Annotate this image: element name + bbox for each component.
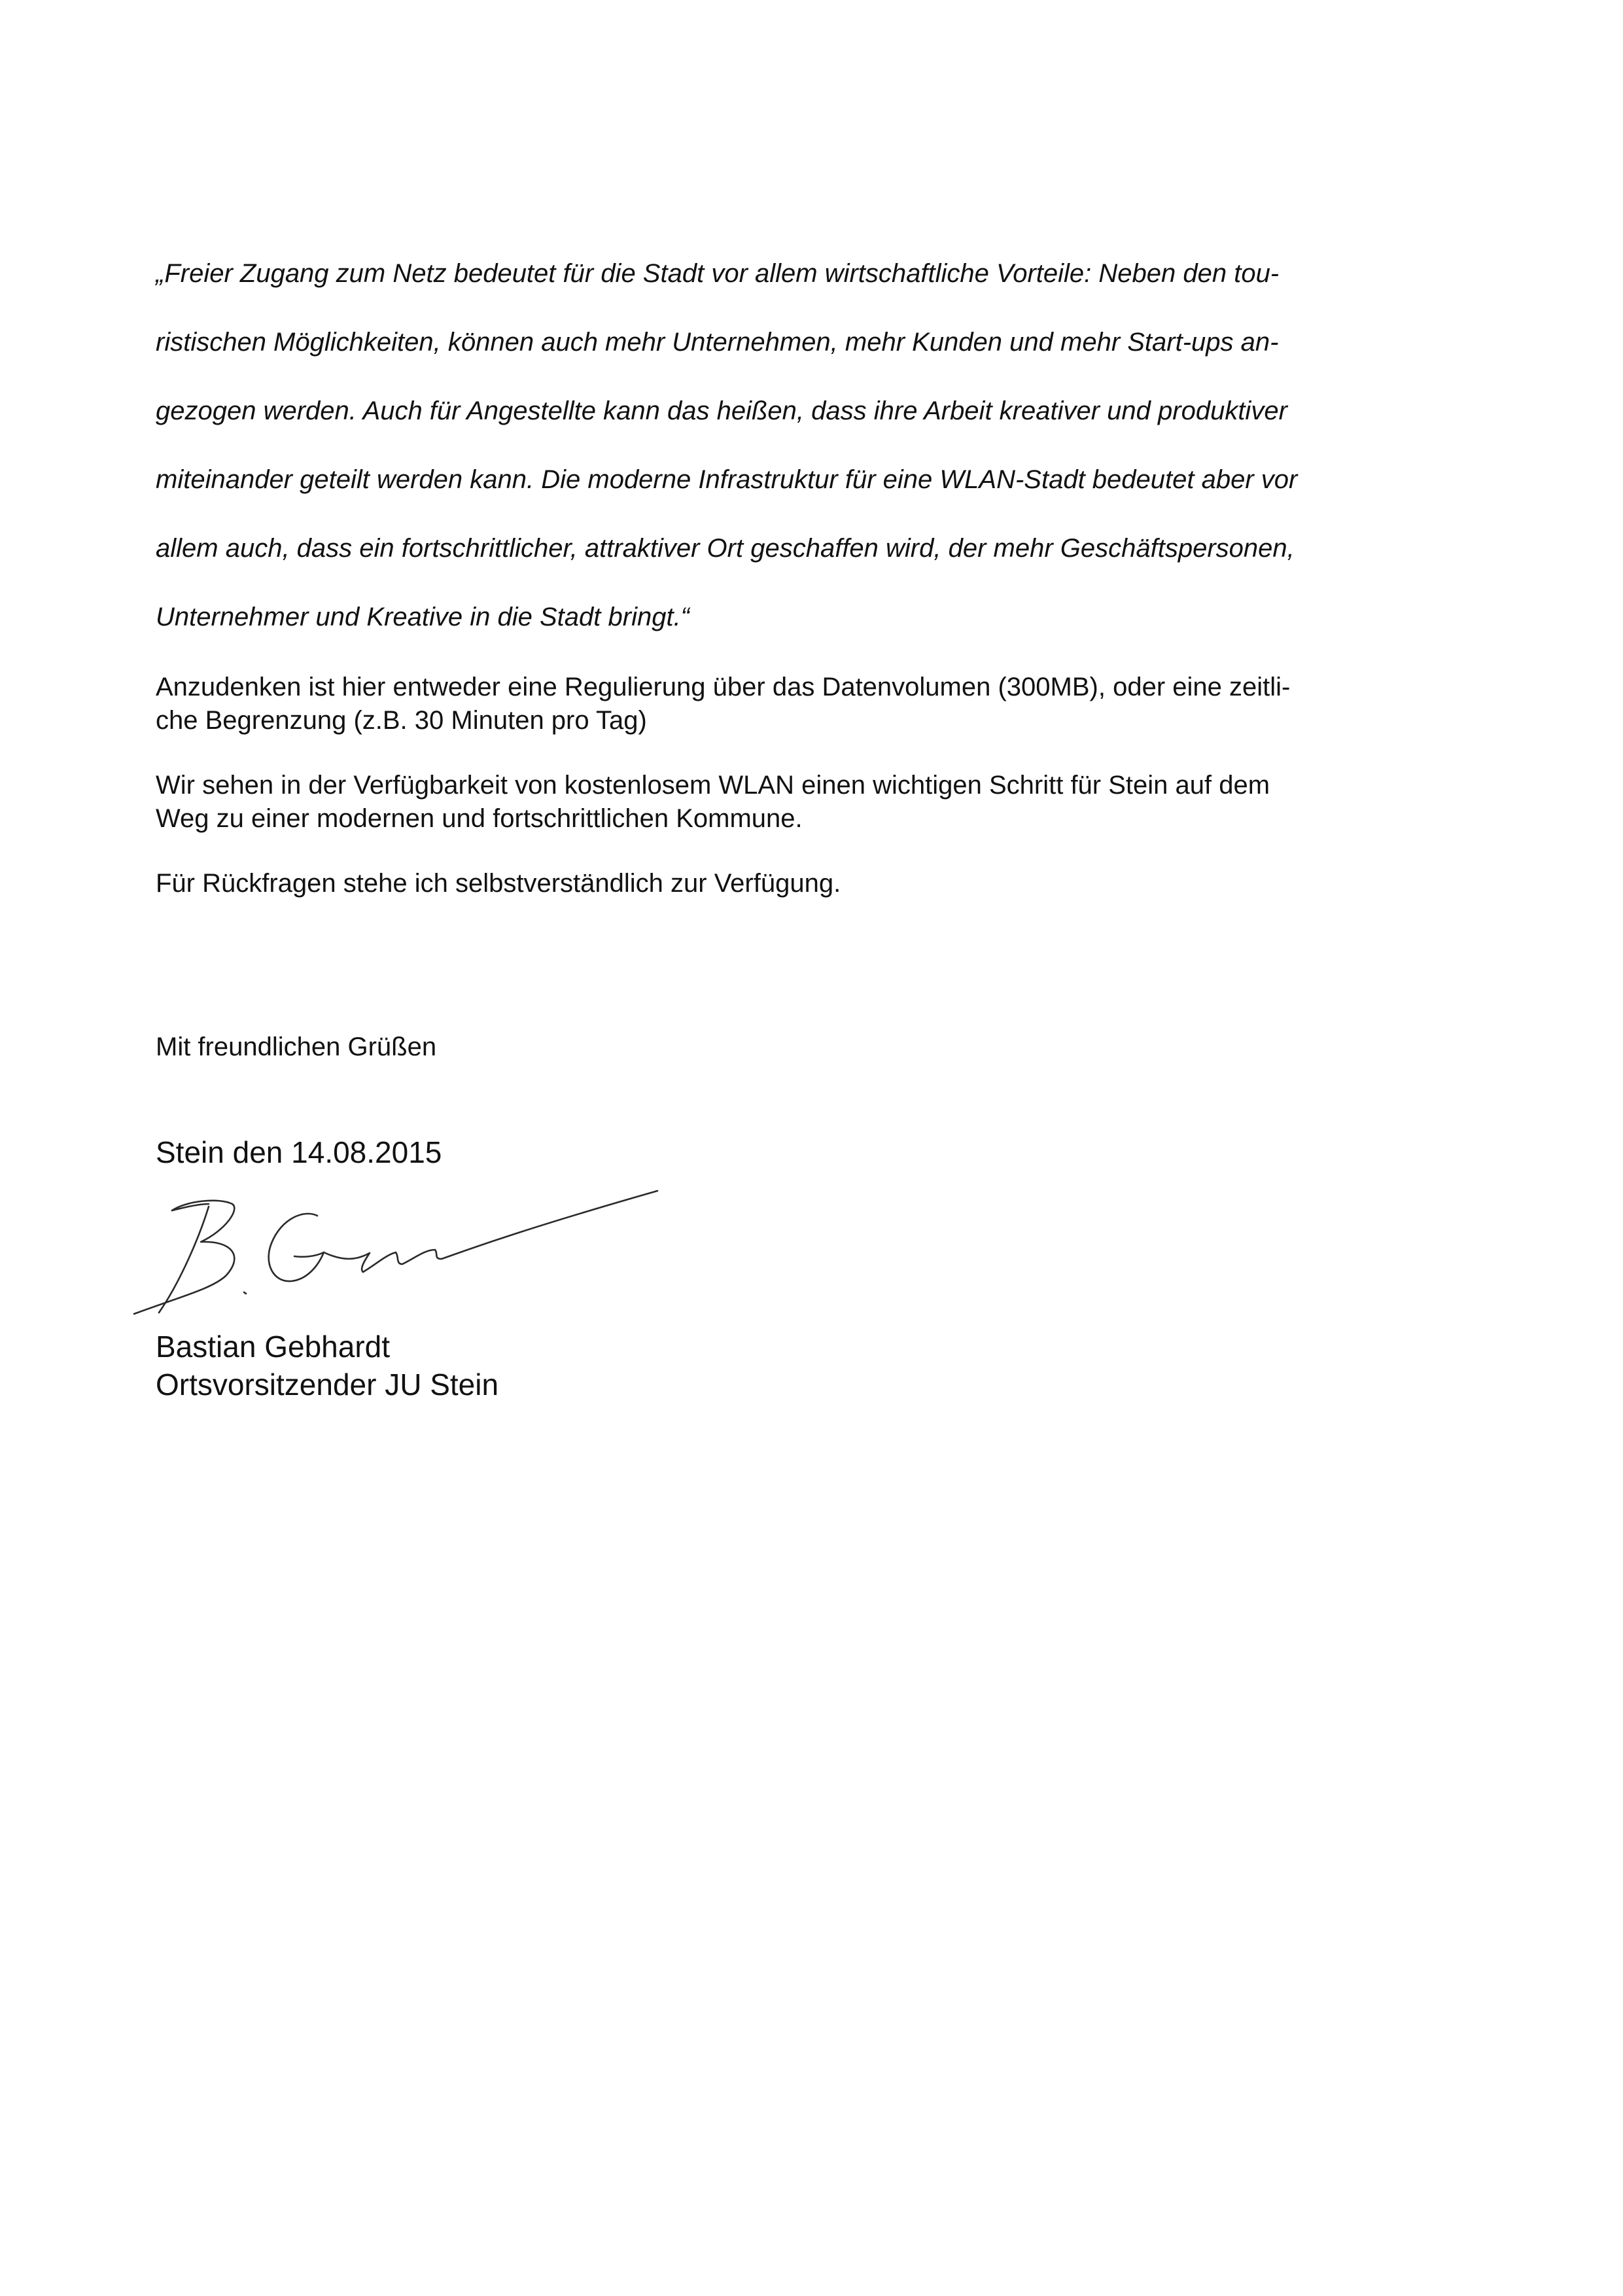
quote-line: allem auch, dass ein fortschrittlicher, attraktiver Ort geschaffen wird, der mehr Geschäftspersonen, [156, 534, 1295, 563]
place-date: Stein den 14.08.2015 [156, 1135, 442, 1169]
quote-line: ristischen Möglichkeiten, können auch mehr Unternehmen, mehr Kunden und mehr Start-ups an- [156, 328, 1279, 357]
quote-line: „Freier Zugang zum Netz bedeutet für die Stadt vor allem wirtschaftliche Vorteile: Neben den tou- [156, 259, 1280, 288]
signature-icon [128, 1184, 671, 1322]
quote-line: gezogen werden. Auch für Angestellte kann das heißen, dass ihre Arbeit kreativer und produktiver [156, 397, 1287, 425]
paragraph-line: Wir sehen in der Verfügbarkeit von kostenlosem WLAN einen wichtigen Schritt für Stein auf dem [156, 771, 1270, 800]
signer-role: Ortsvorsitzender JU Stein [156, 1368, 499, 1402]
quote-line: miteinander geteilt werden kann. Die moderne Infrastruktur für eine WLAN-Stadt bedeutet aber vor [156, 465, 1298, 494]
contact-paragraph: Für Rückfragen stehe ich selbstverständlich zur Verfügung. [156, 869, 841, 898]
paragraph-line: che Begrenzung (z.B. 30 Minuten pro Tag) [156, 706, 647, 735]
paragraph-line: Anzudenken ist hier entweder eine Regulierung über das Datenvolumen (300MB), oder eine zeitli- [156, 673, 1291, 701]
quote-line: Unternehmer und Kreative in die Stadt bringt.“ [156, 603, 689, 631]
signer-name: Bastian Gebhardt [156, 1330, 391, 1364]
paragraph-line: Weg zu einer modernen und fortschrittlichen Kommune. [156, 804, 803, 833]
closing-greeting: Mit freundlichen Grüßen [156, 1033, 437, 1061]
